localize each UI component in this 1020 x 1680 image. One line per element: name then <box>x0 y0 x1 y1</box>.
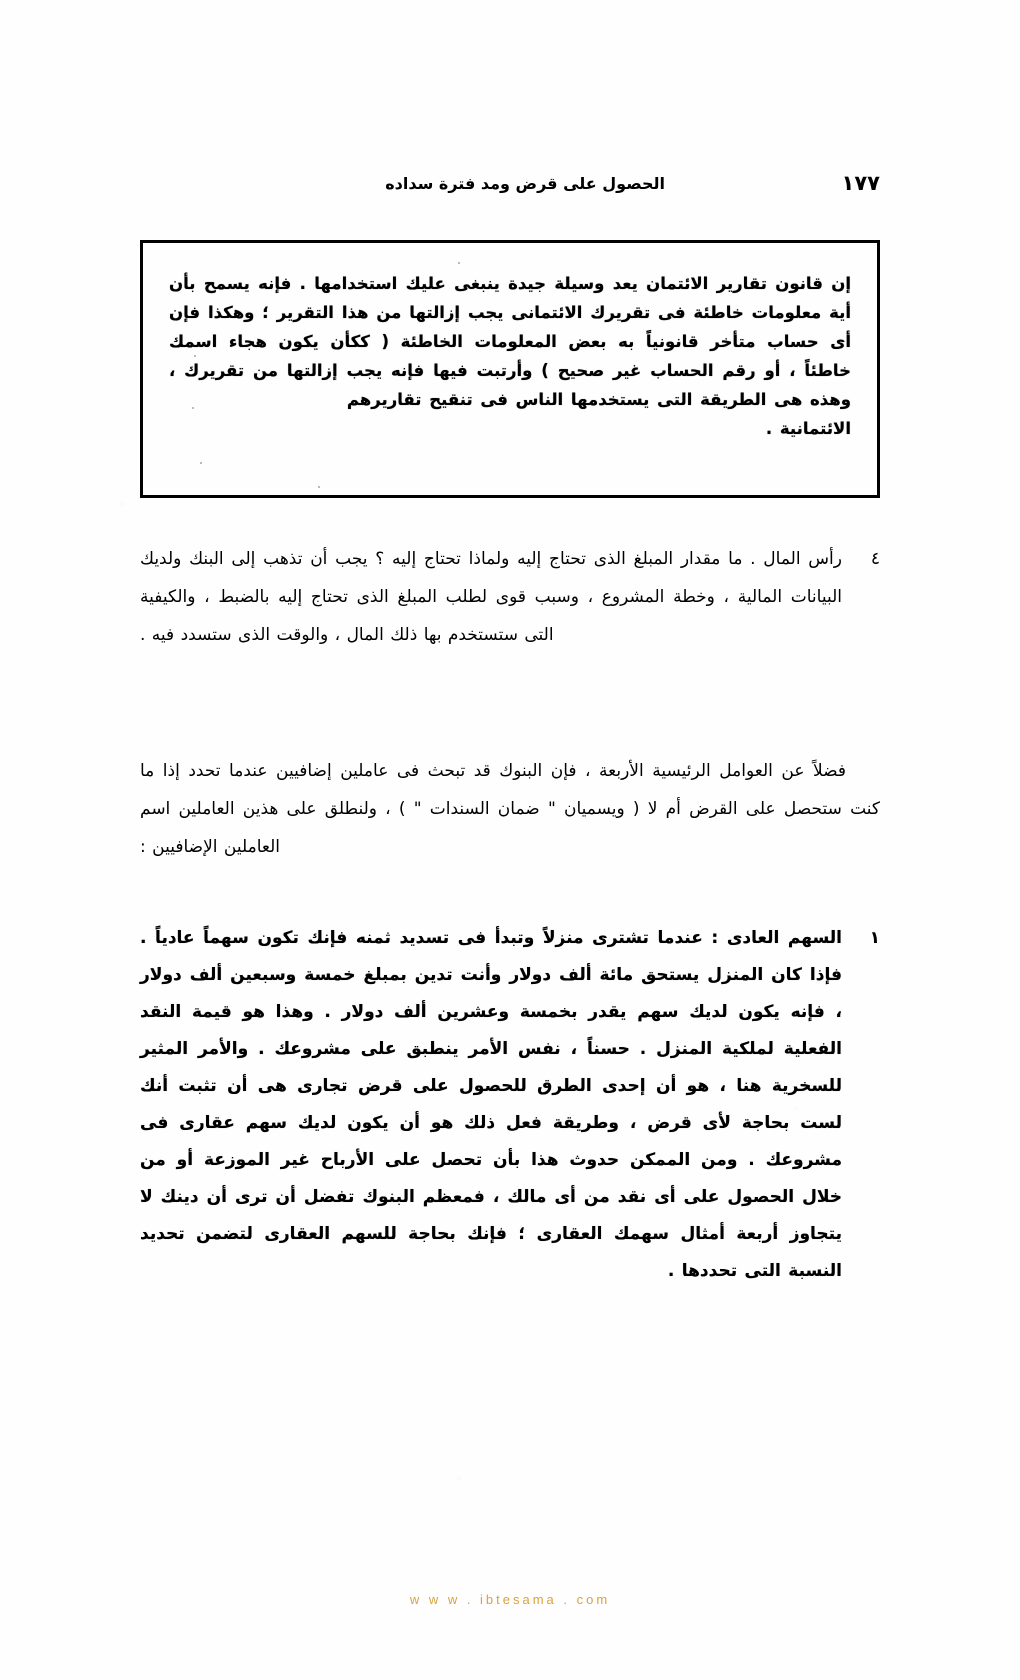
scan-speck <box>318 486 320 488</box>
scan-speck <box>192 407 194 409</box>
callout-body-text: إن قانون تقارير الائتمان يعد وسيلة جيدة ينبغى عليك استخدامها . فإنه يسمح بأن أية معلومات خاطئة فى تقريرك الائتمانى يجب إزالتها من هذا التقرير ؛ وهكذا فإن أى حساب متأخر قانونياً به بعض المعلومات الخاطئة ( ككأن يكون هجاء اسمك خاطئاً ، أو رقم الحساب غير صحيح ) وأرتبت فيها فإنه يجب إزالتها من تقريرك ، وهذه هى الطريقة التى يستخدمها الناس فى تنقيح تقاريرهم <box>169 274 851 409</box>
running-header <box>140 168 880 198</box>
list-item-capital <box>140 540 880 654</box>
scan-speck <box>200 462 202 464</box>
scan-speck <box>458 262 460 264</box>
list-item-number: ١ <box>869 928 880 948</box>
callout-box <box>140 240 880 498</box>
list-item-text: السهم العادى : عندما تشترى منزلاً وتبدأ فى تسديد ثمنه فإنك تكون سهماً عادياً . فإذا كان المنزل يستحق مائة ألف دولار وأنت تدين بمبلغ خمسة وسبعين ألف دولار ، فإنه يكون لديك سهم يقدر بخمسة وعشرين ألف دولار . وهذا هو قيمة النقد الفعلية لملكية المنزل . حسناً ، نفس الأمر ينطبق على مشروعك . والأمر المثير للسخرية هنا ، هو أن إحدى الطرق للحصول على قرض تجارى هى أن تثبت أنك لست بحاجة لأى قرض ، وطريقة فعل ذلك هو أن يكون لديك سهم عقارى فى مشروعك . ومن الممكن حدوث هذا بأن تحصل على الأرباح غير الموزعة أو من خلال الحصول على أى نقد من أى مالك ، فمعظم البنوك تفضل أن ترى أن دينك لا يتجاوز أربعة أمثال سهمك العقارى ؛ فإنك بحاجة للسهم العقارى لتضمن تحديد النسبة التى تحددها . <box>140 928 842 1281</box>
page-content-column <box>140 0 880 1680</box>
list-item-number: ٤ <box>870 549 880 569</box>
callout-last-line: الائتمانية . <box>765 419 851 438</box>
running-header-title: الحصول على قرض ومد فترة سداده <box>385 174 665 193</box>
footer-watermark: w w w . ibtesama . com <box>409 1592 611 1607</box>
page-number: ١٧٧ <box>841 171 880 195</box>
scan-speck <box>194 355 196 357</box>
list-item-ordinary-share <box>140 920 880 1290</box>
list-item-text: رأس المال . ما مقدار المبلغ الذى تحتاج إليه ولماذا تحتاج إليه ؟ يجب أن تذهب إلى البنك ولديك البيانات المالية ، وخطة المشروع ، وسبب قوى لطلب المبلغ الذى تحتاج إليه بالضبط ، والكيفية التى ستستخدم بها ذلك المال ، والوقت الذى ستسدد فيه . <box>140 549 842 645</box>
paragraph-extra-factors: فضلاً عن العوامل الرئيسية الأربعة ، فإن البنوك قد تبحث فى عاملين إضافيين عندما تحدد إذا ما كنت ستحصل على القرض أم لا ( ويسميان " ضمان السندات " ) ، ولنطلق على هذين العاملين اسم العاملين الإضافيين : <box>140 761 880 857</box>
